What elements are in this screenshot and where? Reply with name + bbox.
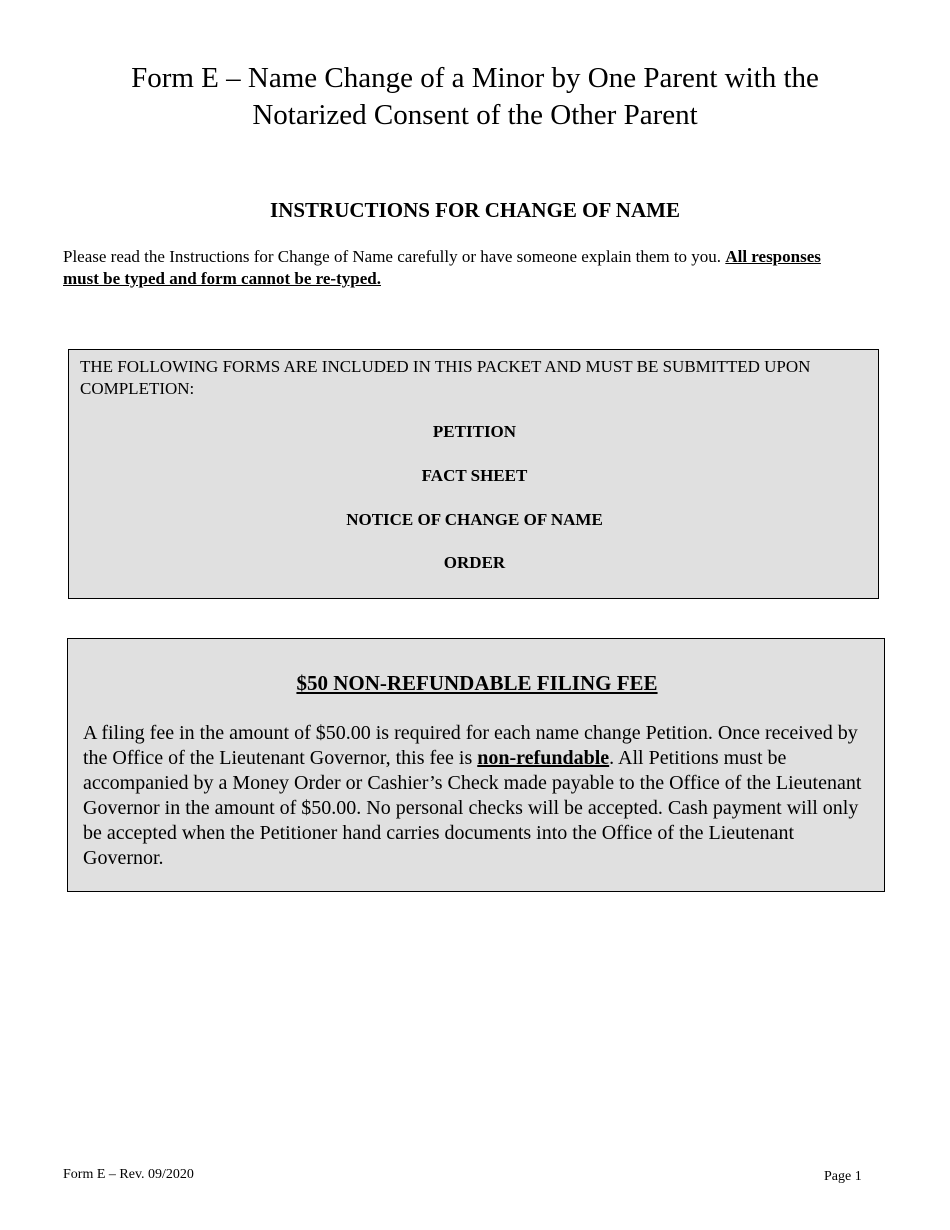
fee-body-emphasis: non-refundable: [477, 747, 610, 769]
fee-heading: [68, 671, 886, 696]
form-item-fact-sheet: FACT SHEET: [421, 466, 528, 485]
fee-heading-text: $50 NON-REFUNDABLE FILING FEE: [296, 671, 658, 695]
footer-revision: Form E – Rev. 09/2020: [63, 1167, 194, 1182]
forms-box-lead: THE FOLLOWING FORMS ARE INCLUDED IN THIS PACKET AND MUST BE SUBMITTED UPON COMPLETION:: [80, 357, 811, 398]
form-item-petition: PETITION: [432, 422, 517, 441]
title-line-1: Form E – Name Change of a Minor by One Parent with the: [131, 62, 819, 94]
fee-body-part2: . All Petitions must be accompanied by a Money Order or Cashier’s Check made payable to the Office of the Lieutenant Governor in the amount of $50.00. No personal checks will be accepted. Cash payment will only be accepted when the Petitioner hand carries documents into the Office of the Lieutenant Governor.: [83, 747, 862, 869]
filing-fee-box: [67, 638, 885, 892]
form-item-order: ORDER: [443, 553, 506, 572]
fee-body-part1: A filing fee in the amount of $50.00 is required for each name change Petition. Once received by the Office of the Lieutenant Governor, this fee is: [83, 722, 858, 769]
intro-emphasis: All responses must be typed and form cannot be re-typed.: [63, 247, 821, 288]
intro-text: Please read the Instructions for Change of Name carefully or have someone explain them to you.: [63, 247, 726, 266]
form-item-notice: NOTICE OF CHANGE OF NAME: [346, 510, 603, 529]
title-line-2: Notarized Consent of the Other Parent: [252, 99, 698, 131]
intro-paragraph: [63, 246, 833, 290]
instructions-heading: INSTRUCTIONS FOR CHANGE OF NAME: [270, 198, 680, 222]
footer-page-number: Page 1: [824, 1169, 862, 1184]
included-forms-box: [68, 349, 879, 599]
fee-body: [83, 721, 878, 871]
document-title: [0, 60, 950, 134]
